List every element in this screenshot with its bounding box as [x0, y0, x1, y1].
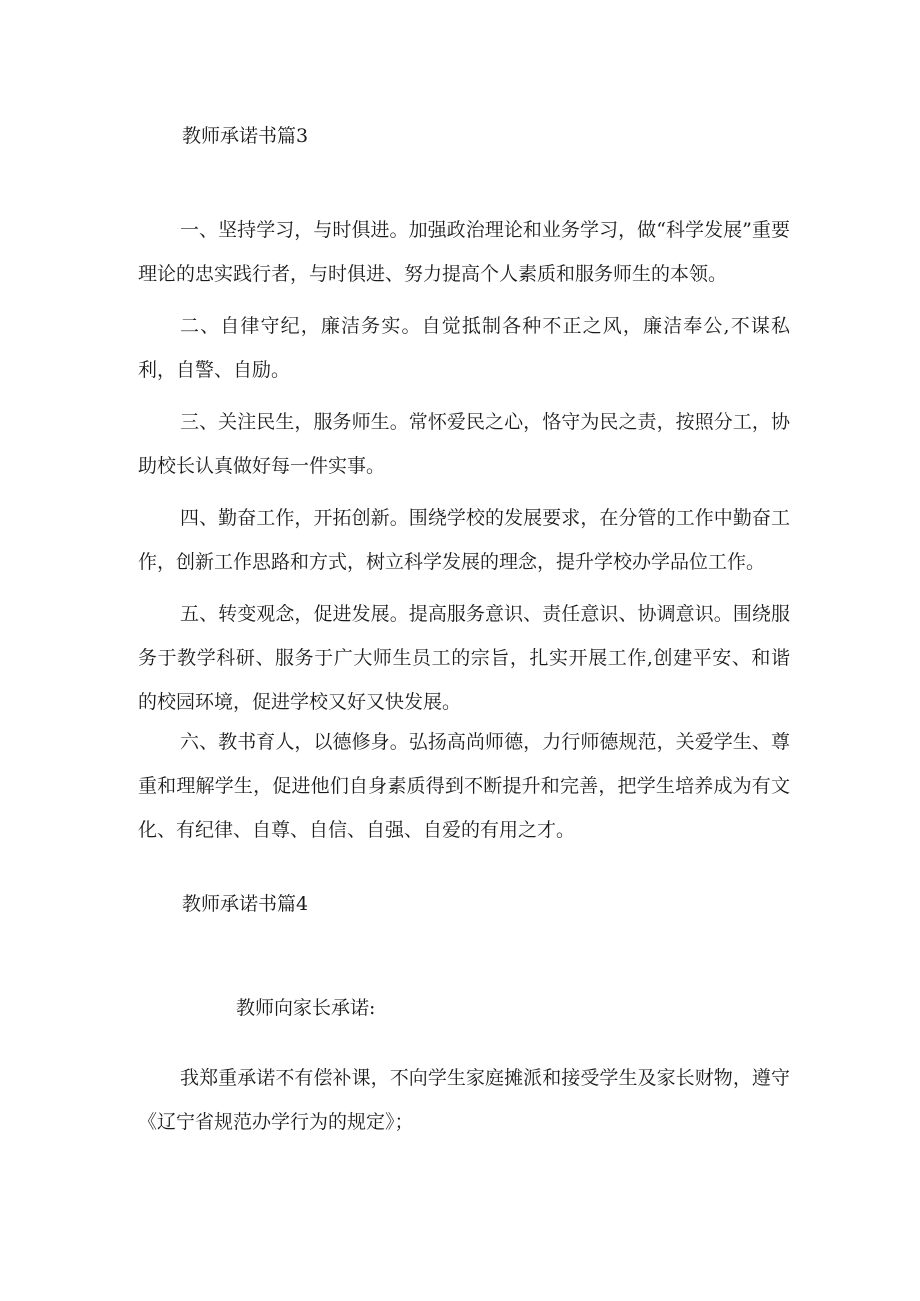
section-3-title: 教师承诺书篇3	[182, 125, 309, 147]
section-3-item-2: 二、自律守纪，廉洁务实。自觉抵制各种不正之风，廉洁奉公,不谋私利，自警、自励。	[138, 315, 790, 381]
section-4-paragraph: 我郑重承诺不有偿补课，不向学生家庭摊派和接受学生及家长财物，遵守《辽宁省规范办学行为的规定》；	[138, 1067, 790, 1133]
section-3-item-6: 六、教书育人，以德修身。弘扬高尚师德，力行师德规范，关爱学生、尊重和理解学生，促进他们自身素质得到不断提升和完善，把学生培养成为有文化、有纪律、自尊、自信、自强、自爱的有用之才。	[138, 731, 790, 841]
section-4-title: 教师承诺书篇4	[182, 893, 309, 915]
section-3-item-5: 五、转变观念，促进发展。提高服务意识、责任意识、协调意识。围绕服务于教学科研、服务于广大师生员工的宗旨，扎实开展工作,创建平安、和谐的校园环境，促进学校又好又快发展。	[138, 603, 790, 713]
section-4-subtitle: 教师向家长承诺:	[236, 997, 376, 1019]
section-3-item-1: 一、坚持学习，与时俱进。加强政治理论和业务学习，做“科学发展”重要理论的忠实践行者，与时俱进、努力提高个人素质和服务师生的本领。	[138, 219, 790, 285]
section-3-item-3: 三、关注民生，服务师生。常怀爱民之心，恪守为民之责，按照分工，协助校长认真做好每一件实事。	[138, 411, 790, 477]
section-3-item-4: 四、勤奋工作，开拓创新。围绕学校的发展要求，在分管的工作中勤奋工作，创新工作思路和方式，树立科学发展的理念，提升学校办学品位工作。	[138, 507, 790, 573]
